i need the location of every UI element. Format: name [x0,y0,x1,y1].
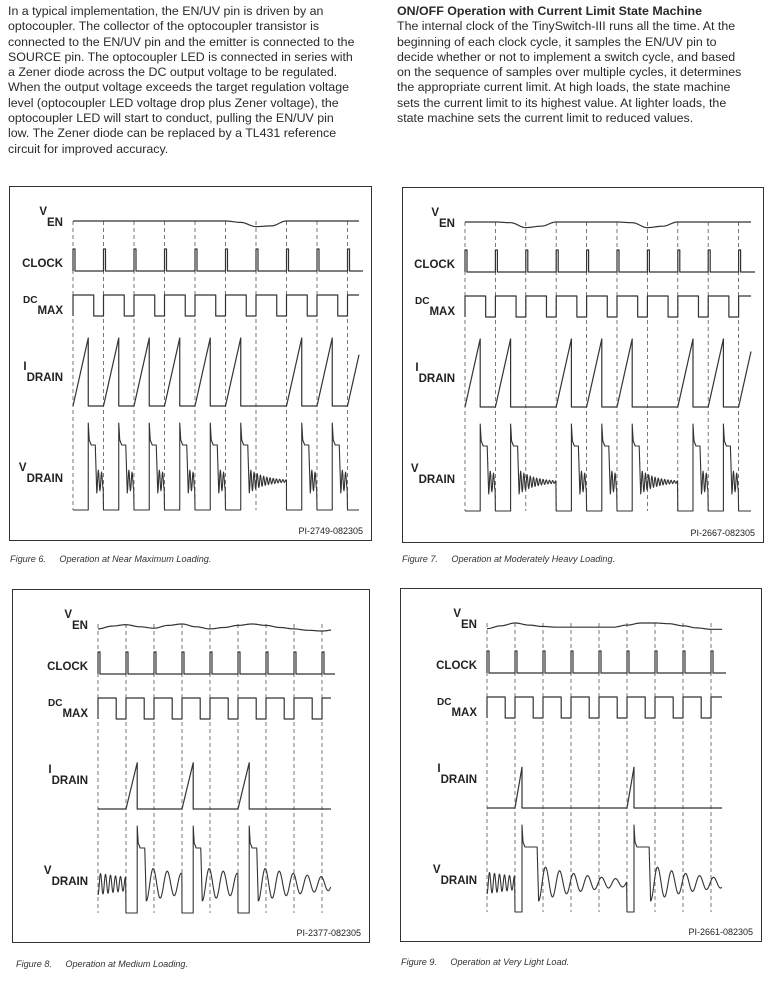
signal-label-sub: EN [72,620,88,632]
paragraph-line: sets the current limit to its highest value. At lighter loads, the [397,95,727,110]
waveform-svg [401,589,761,941]
dcmax-waveform [465,296,751,317]
waveform-svg [403,188,763,542]
figure-7-diagram [402,187,764,543]
signal-label-sub: DRAIN [440,774,477,786]
paragraph-line: circuit for improved accuracy. [8,141,169,156]
idrain-waveform [73,338,359,406]
paragraph-line: state machine sets the current limit to reduced values. [397,111,694,126]
signal-label-main: V [410,463,419,475]
paragraph-line: When the output voltage exceeds the target regulation voltage [8,80,349,95]
waveform-svg [13,590,369,942]
figure-title: Operation at Very Light Load. [450,957,570,968]
paragraph-line: connected to the EN/UV pin and the emitter is connected to the [8,34,355,49]
figure-title: Operation at Medium Loading. [65,959,189,970]
signal-label [414,259,456,271]
figure-number: Figure 6. [10,554,46,565]
idrain-waveform [98,763,331,809]
signal-label-sub: MAX [37,305,63,317]
paragraph-line: beginning of each clock cycle, it samples the EN/UV pin to [397,34,717,49]
signal-label-main: DC [22,295,38,306]
signal-label [433,864,477,887]
signal-label-main: CLOCK [22,258,63,270]
section-heading: ON/OFF Operation with Current Limit State Machine [397,4,702,18]
paragraph-line: low. The Zener diode can be replaced by a TL431 reference [8,126,337,141]
figure-pi-code: PI-2661-082305 [688,927,753,937]
figure-9-caption [401,957,569,968]
signal-label-main: CLOCK [436,660,477,672]
signal-label [44,865,88,888]
body-text-left [8,4,354,157]
signal-label [436,660,478,672]
body-text-right [397,4,741,126]
signal-label-main: V [432,864,441,876]
signal-label [22,258,64,270]
figure-6-diagram [9,186,372,541]
signal-label-main: DC [436,697,452,708]
figure-9-diagram [400,588,762,942]
paragraph-line: the appropriate current limit. At high loads, the state machine [397,80,731,95]
clock-waveform [98,652,335,674]
paragraph-line: optocoupler LED will start to conduct, pulling the EN/UV pin [8,111,334,126]
signal-label [39,206,63,229]
paragraph-line: decide whether or not to implement a switch cycle, and based [397,49,736,64]
signal-label [23,361,63,384]
paragraph-line: a Zener diode across the DC output voltage to be regulated. [8,65,338,80]
figure-number: Figure 8. [16,959,52,970]
figure-number: Figure 7. [402,554,438,565]
vdrain-waveform [73,423,359,510]
idrain-waveform [487,767,722,808]
paragraph-line: The internal clock of the TinySwitch-III runs all the time. At the [397,19,736,34]
signal-label-sub: DRAIN [418,474,455,486]
signal-label-sub: EN [47,217,63,229]
signal-label-main: CLOCK [47,661,88,673]
signal-label-main: CLOCK [414,259,455,271]
paragraph-line: In a typical implementation, the EN/UV pin is driven by an [8,4,324,18]
signal-label-sub: DRAIN [26,473,63,485]
signal-label-sub: DRAIN [440,875,477,887]
clock-waveform [465,250,755,272]
signal-label-main: I [48,764,52,776]
paragraph-line: SOURCE pin. The optocoupler LED is connected in series with [8,49,353,64]
ven-waveform [73,221,359,227]
paragraph-line: level (optocoupler LED voltage drop plus Zener voltage), the [8,95,339,110]
signal-label [48,764,88,787]
waveform-svg [10,187,371,540]
signal-label [437,763,477,786]
signal-label-sub: DRAIN [26,372,63,384]
figure-number: Figure 9. [401,957,437,968]
dcmax-waveform [98,698,331,719]
signal-label-main: DC [47,698,63,709]
ven-waveform [98,624,331,631]
signal-label-main: DC [414,296,430,307]
signal-label [23,295,63,317]
signal-label-main: I [437,763,441,775]
signal-label-sub: MAX [429,306,455,318]
figure-8-caption [16,959,188,970]
signal-label [415,362,455,385]
signal-label-sub: DRAIN [418,373,455,385]
signal-label-sub: EN [461,619,477,631]
signal-label-main: V [431,207,440,219]
figure-7-caption [402,554,615,565]
figure-pi-code: PI-2667-082305 [690,528,755,538]
ven-waveform [487,623,722,629]
signal-label-main: V [453,608,462,620]
signal-label-sub: MAX [451,707,477,719]
figure-8-diagram [12,589,370,943]
signal-label [415,296,455,318]
signal-label [453,608,477,631]
clock-waveform [73,249,363,271]
signal-label [64,609,88,632]
signal-label [411,463,455,486]
paragraph-line: on the sequence of samples over multiple cycles, it determines [397,65,742,80]
figure-pi-code: PI-2377-082305 [296,928,361,938]
vdrain-waveform [98,826,331,913]
signal-label-main: V [39,206,48,218]
signal-label-sub: MAX [62,708,88,720]
signal-label-main: V [64,609,73,621]
vdrain-waveform [487,825,722,912]
figure-title: Operation at Moderately Heavy Loading. [451,554,616,565]
dcmax-waveform [73,295,359,316]
signal-label [437,697,477,719]
signal-label [19,462,63,485]
signal-label [47,661,89,673]
figure-6-caption [10,554,211,565]
clock-waveform [487,651,726,673]
signal-label-sub: DRAIN [51,876,88,888]
dcmax-waveform [487,697,722,718]
signal-label-main: I [23,361,27,373]
signal-label-sub: EN [439,218,455,230]
signal-label [48,698,88,720]
figure-title: Operation at Near Maximum Loading. [59,554,212,565]
signal-label-main: V [43,865,52,877]
signal-label [431,207,455,230]
paragraph-line: optocoupler. The collector of the optocoupler transistor is [8,19,320,34]
figure-pi-code: PI-2749-082305 [298,526,363,536]
signal-label-sub: DRAIN [51,775,88,787]
signal-label-main: V [18,462,27,474]
signal-label-main: I [415,362,419,374]
